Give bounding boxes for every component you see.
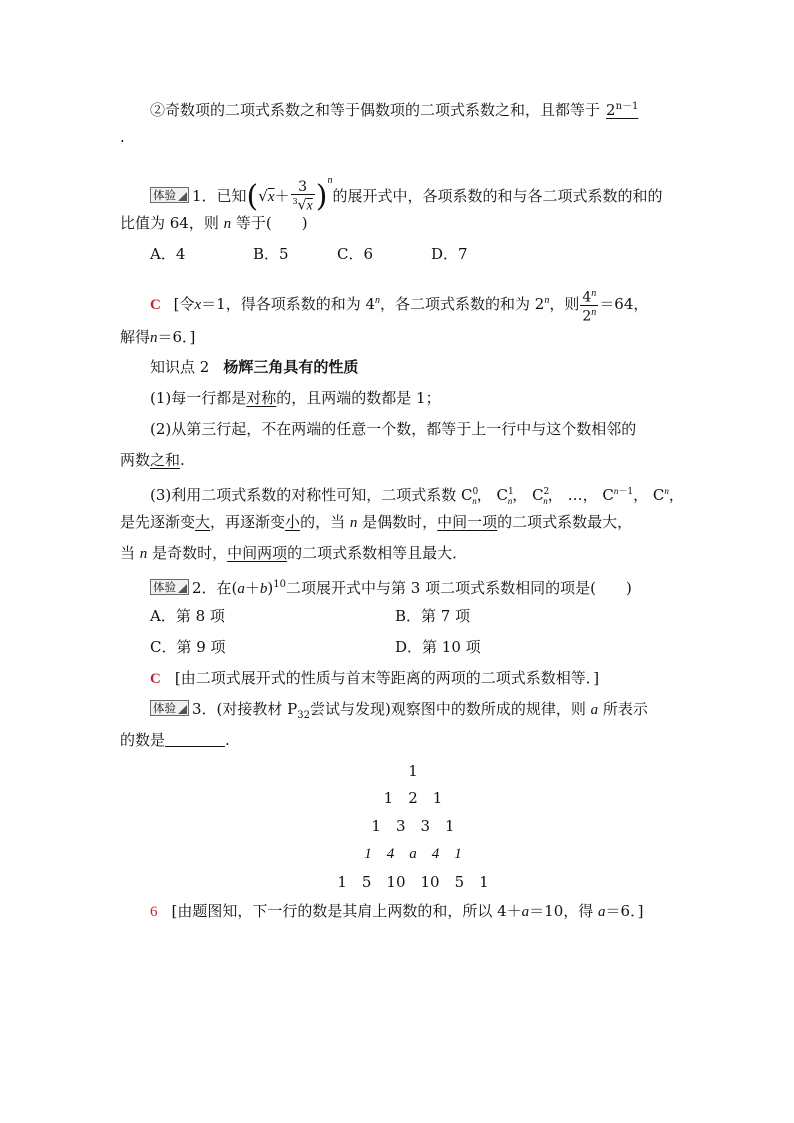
- kp-number: 知识点 2: [150, 358, 210, 376]
- kp-title: 杨辉三角具有的性质: [223, 358, 359, 376]
- binomial-cn: $C^n$: [652, 486, 669, 504]
- ellipsis: …，: [567, 486, 598, 504]
- experience-tag: [150, 579, 189, 595]
- sqrt-expression: √x: [258, 187, 275, 205]
- underlined-term: 小: [285, 513, 301, 531]
- property-2-continued: [120, 449, 676, 471]
- right-paren: ): [315, 179, 328, 214]
- var-n: n: [150, 330, 158, 346]
- solution-text: ＝64，: [599, 295, 649, 314]
- exponent: 10: [273, 579, 287, 590]
- root-var: x: [306, 198, 313, 214]
- text: (2)从第三行起，不在两端的任意一个数，都等于上一行中与这个数相邻的: [150, 420, 637, 438]
- tag-triangle-icon: [178, 192, 187, 201]
- question-text: 所表示: [602, 700, 648, 718]
- exponent: n: [544, 295, 550, 307]
- question-number: 3．(对接教材 P: [192, 700, 298, 718]
- highlighted-value: [606, 101, 638, 119]
- comma: ，: [476, 486, 492, 504]
- option-c: C．6: [337, 245, 374, 263]
- solution-text: [由题图知，下一行的数是其肩上两数的和，所以 4＋: [171, 902, 522, 920]
- question-text: 等于( ): [235, 214, 308, 232]
- fraction-denominator: [580, 306, 598, 324]
- solution-text: ＝6．]: [157, 328, 196, 346]
- exponent: n: [375, 295, 381, 307]
- c-symbol: C: [602, 486, 614, 504]
- option-c: C．第 9 项: [150, 638, 226, 656]
- triangle-row-5: 1 5 10 10 5 1: [337, 873, 489, 891]
- solution-text: ＝1，得各项系数的和为 4: [201, 295, 376, 314]
- exponent: n: [591, 306, 597, 318]
- question-text: 二项展开式中与第 3 项二项式系数相同的项是( ): [286, 579, 632, 597]
- answer-letter: C: [150, 671, 161, 687]
- value-base: 2: [606, 101, 616, 119]
- question-3-line-2: [120, 729, 676, 751]
- binomial-c0: $C^0_n$: [461, 486, 479, 506]
- question-2: [150, 574, 676, 600]
- comma: ，: [547, 486, 563, 504]
- left-paren: (: [246, 179, 259, 214]
- fraction: [291, 180, 315, 214]
- fraction-denominator: $^3$√x: [292, 197, 313, 214]
- solution-text: ，则: [549, 295, 580, 314]
- tag-triangle-icon: [178, 584, 187, 593]
- var-b: b: [259, 581, 268, 597]
- text: (1)每一行都是: [150, 389, 247, 407]
- sqrt-var: x: [267, 189, 275, 205]
- tag-triangle-icon: [178, 705, 187, 714]
- comma: ，: [668, 486, 684, 504]
- solution-text: ，各二项式系数的和为 2: [380, 295, 545, 314]
- exponent-n: n: [327, 175, 333, 186]
- paragraph-odd-even: [150, 96, 676, 121]
- option-d: D．7: [431, 245, 468, 263]
- question-1-options: [150, 243, 468, 265]
- solution-text: 解得: [120, 328, 151, 346]
- question-2-options-row-1: [150, 605, 470, 627]
- exponent: n: [591, 288, 597, 299]
- binomial-c2: $C^2_n$: [532, 486, 550, 506]
- option-b: B．第 7 项: [395, 607, 471, 625]
- num-base: 4: [582, 289, 592, 306]
- text: 的，当: [300, 513, 346, 531]
- text: 是先逐渐变: [120, 513, 196, 531]
- knowledge-point-title: [150, 356, 676, 378]
- var-a: a: [237, 581, 245, 597]
- option-a: A．4: [150, 245, 186, 263]
- text: 是奇数时，: [152, 544, 228, 562]
- tag-label: 体验: [153, 580, 176, 594]
- property-1: [150, 387, 676, 409]
- property-2: [150, 418, 676, 440]
- underlined-term: 中间一项: [437, 513, 498, 531]
- fraction-numerator: [580, 287, 598, 306]
- root-index: 3: [292, 197, 298, 207]
- c-symbol: C: [652, 486, 665, 504]
- question-1-solution: [150, 287, 676, 323]
- close-paren: ): [267, 579, 274, 597]
- value-exponent: n－1: [615, 101, 639, 112]
- page-subscript: 32: [297, 710, 310, 721]
- question-number: 1．已知: [192, 187, 247, 205]
- answer-value: 6: [150, 904, 158, 920]
- comma: ，: [633, 486, 649, 504]
- tag-label: 体验: [153, 188, 176, 202]
- solution-text: [令: [173, 295, 195, 314]
- var-n: n: [223, 216, 232, 232]
- paragraph-continuation: [120, 126, 676, 148]
- question-number: 2．在(: [192, 579, 238, 597]
- den-base: 2: [582, 308, 592, 325]
- experience-tag: [150, 700, 189, 716]
- var-a: a: [598, 904, 606, 920]
- paragraph-text: ②奇数项的二项式系数之和等于偶数项的二项式系数之和，且都等于: [150, 101, 601, 119]
- text: 的二项式系数相等且最大．: [287, 544, 468, 562]
- var-a: a: [521, 904, 530, 920]
- text: 当: [120, 544, 136, 562]
- underlined-term: 对称: [246, 389, 277, 407]
- triangle-row-1: 1: [408, 762, 418, 780]
- text: .: [180, 451, 185, 469]
- tag-label: 体验: [153, 701, 176, 715]
- question-text: 的展开式中，各项系数的和与各二项式系数的和的: [332, 187, 663, 205]
- triangle-row-3: 1 3 3 1: [371, 817, 455, 835]
- experience-tag: [150, 187, 189, 203]
- text: 的二项式系数最大，: [497, 513, 633, 531]
- question-1-line-1: [150, 170, 676, 214]
- question-3: [150, 698, 676, 727]
- triangle-row-4: 1 4 a 4 1: [364, 846, 462, 862]
- var-n: n: [139, 546, 148, 562]
- underlined-term: 中间两项: [227, 544, 288, 562]
- binomial-c1: $C^1_n$: [496, 486, 514, 506]
- plus-sign: ＋: [244, 579, 260, 597]
- question-3-solution: [150, 900, 676, 923]
- binomial-cn-1: $C^{n-1}$: [602, 486, 634, 504]
- triangle-row-2: 1 2 1: [383, 789, 443, 807]
- question-2-solution: [150, 667, 676, 690]
- underlined-term: 大: [195, 513, 211, 531]
- answer-letter: C: [150, 297, 161, 314]
- var-x: x: [194, 297, 202, 314]
- c-symbol: C: [532, 486, 544, 504]
- period: .: [225, 731, 230, 749]
- property-3-line-2: [120, 511, 676, 534]
- property-3-line-3: [120, 542, 676, 565]
- underlined-term: 之和: [150, 451, 181, 469]
- option-a: A．第 8 项: [150, 607, 225, 625]
- text: 的，且两端的数都是 1；: [276, 389, 441, 407]
- text: 是偶数时，: [362, 513, 438, 531]
- option-b: B．5: [253, 245, 289, 263]
- solution-text: [由二项式展开式的性质与首末等距离的两项的二项式系数相等．]: [174, 669, 600, 687]
- period: .: [120, 128, 125, 146]
- c-symbol: C: [496, 486, 509, 504]
- c-symbol: C: [461, 486, 473, 504]
- property-3: [150, 480, 684, 512]
- fraction: [580, 287, 598, 323]
- answer-blank: [165, 730, 225, 747]
- solution-text: ＝6．]: [605, 902, 644, 920]
- comma: ，: [512, 486, 528, 504]
- plus-sign: ＋: [274, 187, 290, 205]
- solution-text: ＝10，得: [529, 902, 594, 920]
- question-2-options-row-2: [150, 636, 481, 658]
- question-text: 比值为 64，则: [120, 214, 219, 232]
- question-1-line-2: [120, 212, 676, 235]
- text: (3)利用二项式系数的对称性可知，二项式系数: [150, 486, 457, 504]
- text: ，再逐渐变: [210, 513, 286, 531]
- option-d: D．第 10 项: [395, 638, 481, 656]
- text: 两数: [120, 451, 151, 469]
- fraction-numerator: 3: [291, 180, 315, 195]
- var-a: a: [590, 702, 599, 718]
- question-1-solution-line-2: [120, 326, 676, 349]
- question-text: 尝试与发现)观察图中的数所成的规律，则: [310, 700, 586, 718]
- var-n: n: [349, 515, 358, 531]
- question-text: 的数是: [120, 731, 166, 749]
